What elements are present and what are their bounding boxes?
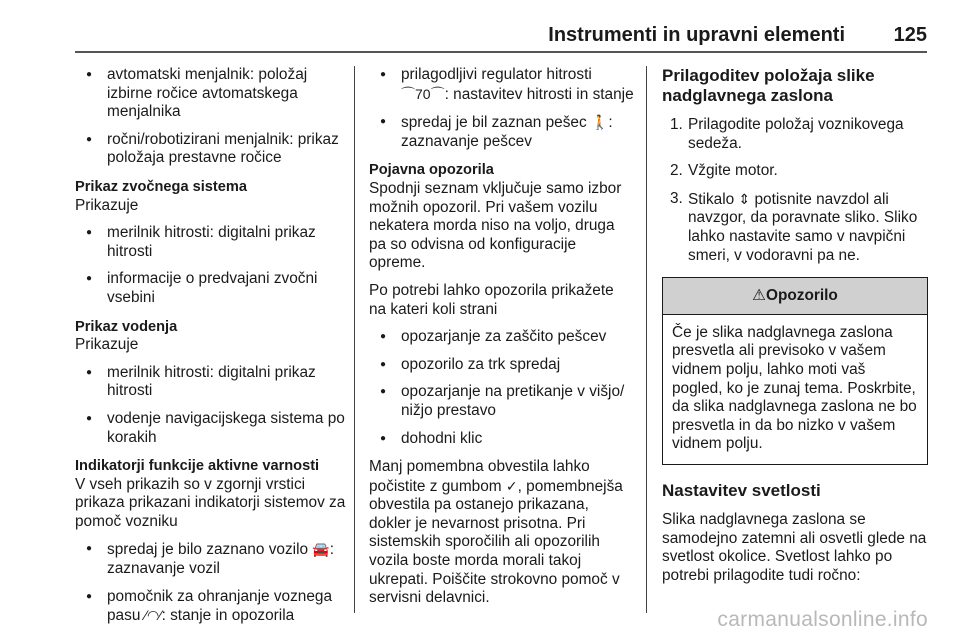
sound-intro: Prikazuje — [75, 196, 139, 214]
brightness-heading: Nastavitev svetlosti — [662, 480, 821, 500]
section-title: Instrumenti in upravni elementi — [548, 24, 845, 46]
page-header — [75, 24, 927, 50]
list-item: 3. Stikalo ⇕ potisnite navzdol ali navzgor, da poravnate sliko. Sliko lahko nastavite samo v navpični smeri, v vodoravni pa ne. — [670, 189, 918, 264]
safety-bullet-list — [75, 540, 347, 625]
updown-switch-icon: ⇕ — [738, 190, 751, 207]
column-divider-2 — [646, 66, 647, 613]
alerts-paragraph-1: Spodnji seznam vključuje samo izbor možnih opozoril. Pri vašem vozilu nekatera morda niso na voljo, druga pa so odvisna od konfiguracije opreme. — [369, 179, 622, 272]
column-left — [75, 66, 347, 636]
alerts-bullet-list — [369, 328, 635, 448]
list-item: ● opozarjanje na pretikanje v višjo/ nižjo prestavo — [369, 383, 635, 420]
list-item: ● spredaj je bilo zaznano vozilo 🚘: zaznavanje vozil — [75, 540, 347, 578]
list-item: ● avtomatski menjalnik: položaj izbirne ročice avtomatskega menjalnika — [75, 66, 347, 122]
alerts-paragraph-2: Po potrebi lahko opozorila prikažete na kateri koli strani — [369, 281, 614, 318]
list-item: 1. Prilagodite položaj voznikovega sedeža. — [670, 116, 904, 152]
column-middle — [369, 66, 635, 617]
car-ahead-icon: 🚘 — [312, 541, 330, 558]
list-item: ● pomočnik za ohranjanje voznega pasu ⁄◠⁄: stanje in opozorila — [75, 588, 347, 626]
list-item: ● merilnik hitrosti: digitalni prikaz hitrosti — [75, 224, 347, 261]
nav-bullet-list — [75, 364, 347, 447]
watermark: carmanualsonline.info — [717, 608, 928, 631]
list-item: ● vodenje navigacijskega sistema po korakih — [75, 410, 347, 447]
adaptive-cruise-icon: ⌒70⌒ — [401, 85, 445, 102]
brightness-text: Slika nadglavnega zaslona se samodejno zatemni ali osvetli glede na svetlost okolice. Svetlost lahko po potrebi prilagodite tudi ročno: — [662, 510, 927, 584]
header-divider — [75, 51, 927, 53]
position-steps — [662, 116, 928, 265]
alerts-paragraph-3: Manj pomembna obvestila lahko počistite z gumbom ✓, pomembnejša obvestila pa ostanejo prikazana, dokler je nevarnost prisotna. Pri sistemskih sporočilih ali opozorilih vozila boste morda morali takoj ukrepati. Poiščite strokovno pomoč v servisni delavnici. — [369, 458, 623, 607]
list-item: ● opozarjanje za zaščito pešcev — [369, 328, 635, 347]
nav-heading: Prikaz vodenja — [75, 318, 178, 335]
pedestrian-icon: 🚶 — [590, 114, 609, 131]
alerts-heading: Pojavna opozorila — [369, 162, 494, 179]
nav-intro: Prikazuje — [75, 336, 139, 354]
safety-heading: Indikatorji funkcije aktivne varnosti — [75, 458, 320, 475]
lane-assist-icon: ⁄◠⁄ — [144, 607, 162, 624]
sound-heading: Prikaz zvočnega sistema — [75, 178, 247, 195]
safety-text: V vseh prikazih so v zgornji vrstici prikaza prikazani indikatorji sistemov za pomoč vozniku — [75, 475, 346, 530]
column-divider-1 — [354, 66, 355, 613]
list-item: ● spredaj je bil zaznan pešec 🚶: zaznavanje pešcev — [369, 113, 635, 151]
column-right — [662, 66, 928, 594]
warning-triangle-icon: ⚠ — [752, 287, 766, 305]
warning-text: Če je slika nadglavnega zaslona presvetla ali previsoko v vašem vidnem polju, lahko moti vaš pogled, ko je zunaj tema. Poskrbite, da slika nadglavnega zaslona ne bo presvetla in da bo nizko v vašem vidnem polju. — [672, 323, 917, 453]
sound-bullet-list — [75, 224, 347, 307]
list-item: ● informacije o predvajani zvočni vsebini — [75, 270, 347, 307]
gear-bullet-list — [75, 66, 347, 168]
warning-title: Opozorilo — [765, 287, 838, 305]
position-heading: Prilagoditev položaja slike nadglavnega zaslona — [662, 66, 875, 105]
list-item: ● opozorilo za trk spredaj — [369, 356, 635, 375]
page-number: 125 — [893, 24, 927, 46]
warning-header — [663, 278, 927, 315]
list-item: ● dohodni klic — [369, 430, 635, 449]
list-item: ● prilagodljivi regulator hitrosti ⌒70⌒: nastavitev hitrosti in stanje — [369, 66, 635, 104]
list-item: ● ročni/robotizirani menjalnik: prikaz položaja prestavne ročice — [75, 131, 347, 168]
list-item: ● merilnik hitrosti: digitalni prikaz hitrosti — [75, 364, 347, 401]
warning-box — [662, 277, 928, 465]
list-item: 2. Vžgite motor. — [670, 162, 778, 180]
checkmark-icon: ✓ — [505, 477, 518, 494]
cruise-bullet-list — [369, 66, 635, 151]
